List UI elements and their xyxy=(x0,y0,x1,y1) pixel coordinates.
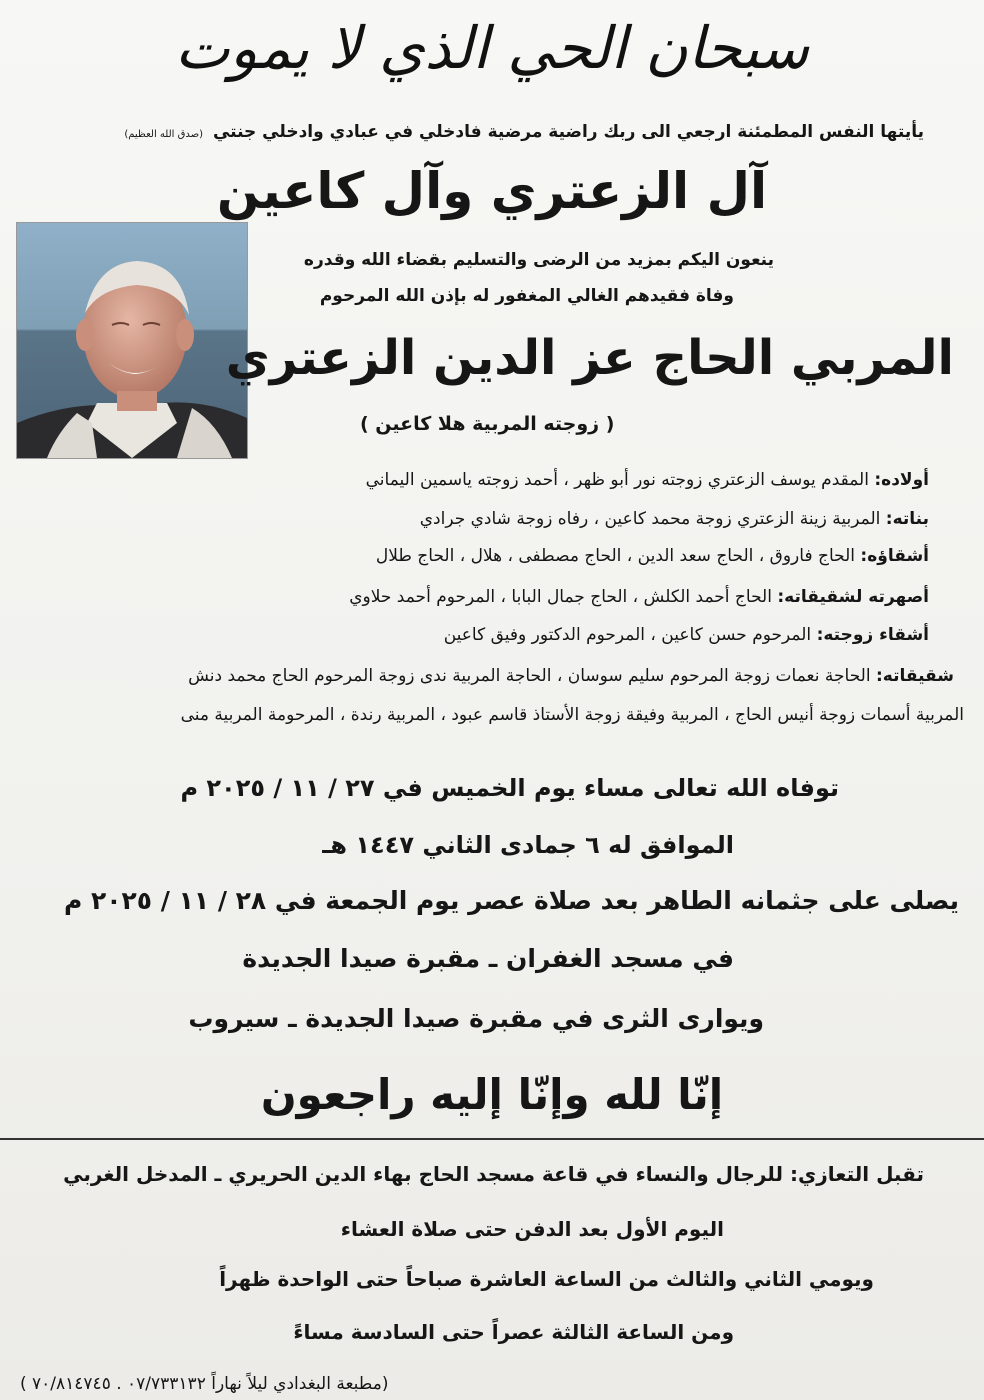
relatives-text: المقدم يوسف الزعتري زوجته نور أبو ظهر ، أحمد زوجته ياسمين اليماني xyxy=(365,470,869,490)
announcement-line-1: ينعون اليكم بمزيد من الرضى والتسليم بقضاء الله وقدره xyxy=(303,250,774,270)
condolences-line-3: ويومي الثاني والثالث من الساعة العاشرة صباحاً حتى الواحدة ظهراً xyxy=(219,1267,874,1291)
condolences-line-1: تقبل التعازي: للرجال والنساء في قاعة مسجد الحاج بهاء الدين الحريري ـ المدخل الغربي xyxy=(63,1162,924,1186)
funeral-location: في مسجد الغفران ـ مقبرة صيدا الجديدة xyxy=(242,944,734,973)
families-title: آل الزعتري وآل كاعين xyxy=(216,162,768,220)
condolences-line-2: اليوم الأول بعد الدفن حتى صلاة العشاء xyxy=(340,1217,724,1241)
relatives-wife-brothers xyxy=(444,625,929,645)
announcement-line-2: وفاة فقيدهم الغالي المغفور له بإذن الله المرحوم xyxy=(319,286,734,306)
printer-credit: (مطبعة البغدادي ليلاً نهاراً ٠٧/٧٣٣١٣٢ . ٧٠/٨١٤٧٤٥ ) xyxy=(20,1374,389,1394)
funeral-prayer: يصلى على جثمانه الطاهر بعد صلاة عصر يوم الجمعة في ٢٨ / ١١ / ٢٠٢٥ م xyxy=(63,886,959,915)
relatives-text: المربية زينة الزعتري زوجة محمد كاعين ، رفاه زوجة شادي جرادي xyxy=(419,509,881,529)
death-date: توفاه الله تعالى مساء يوم الخميس في ٢٧ / ١١ / ٢٠٢٥ م xyxy=(180,774,839,802)
quran-verse xyxy=(124,122,924,142)
portrait-image xyxy=(17,223,247,458)
relatives-brothers xyxy=(376,546,929,566)
calligraphy-header: سبحان الحي الذي لا يموت xyxy=(174,14,810,82)
quran-verse-text: يأيتها النفس المطمئنة ارجعي الى ربك راضية مرضية فادخلي في عبادي وادخلي جنتي xyxy=(212,122,924,142)
relatives-label: بناته: xyxy=(885,509,929,529)
hijri-date: الموافق له ٦ جمادى الثاني ١٤٤٧ هـ xyxy=(322,831,734,859)
relatives-text: الحاج فاروق ، الحاج سعد الدين ، الحاج مصطفى ، هلال ، الحاج طلال xyxy=(375,546,856,566)
condolences-line-4: ومن الساعة الثالثة عصراً حتى السادسة مساءً xyxy=(293,1320,734,1344)
relatives-label: شقيقاته: xyxy=(875,666,954,686)
relatives-sons xyxy=(366,470,929,490)
verse-inna-lillah: إنّا لله وإنّا إليه راجعون xyxy=(260,1070,724,1119)
wife-name: ( زوجته المربية هلا كاعين ) xyxy=(360,413,615,435)
relatives-text: المربية أسمات زوجة أنيس الحاج ، المربية وفيقة زوجة الأستاذ قاسم عبود ، المربية رندة ، المرحومة المربية منى xyxy=(180,705,964,725)
deceased-photo xyxy=(16,222,248,459)
relatives-sisters-continued xyxy=(181,705,964,725)
relatives-label: أصهرته لشقيقاته: xyxy=(777,587,929,607)
relatives-label: أشقاء زوجته: xyxy=(816,625,929,645)
relatives-label: أولاده: xyxy=(874,470,929,490)
relatives-text: الحاجة نعمات زوجة المرحوم سليم سوسان ، الحاجة المربية ندى زوجة المرحوم الحاج محمد دنش xyxy=(188,666,871,686)
burial-location: ويوارى الثرى في مقبرة صيدا الجديدة ـ سيروب xyxy=(188,1004,764,1033)
relatives-label: أشقاؤه: xyxy=(860,546,929,566)
relatives-sisters xyxy=(188,666,954,686)
quran-ref: (صدق الله العظيم) xyxy=(124,129,204,140)
relatives-text: المرحوم حسن كاعين ، المرحوم الدكتور وفيق كاعين xyxy=(443,625,812,645)
deceased-name: المربي الحاج عز الدين الزعتري xyxy=(225,330,954,386)
relatives-text: الحاج أحمد الكلش ، الحاج جمال البابا ، المرحوم أحمد حلاوي xyxy=(349,587,772,607)
relatives-daughters xyxy=(420,509,929,529)
relatives-in-laws xyxy=(349,587,929,607)
divider xyxy=(0,1138,984,1140)
